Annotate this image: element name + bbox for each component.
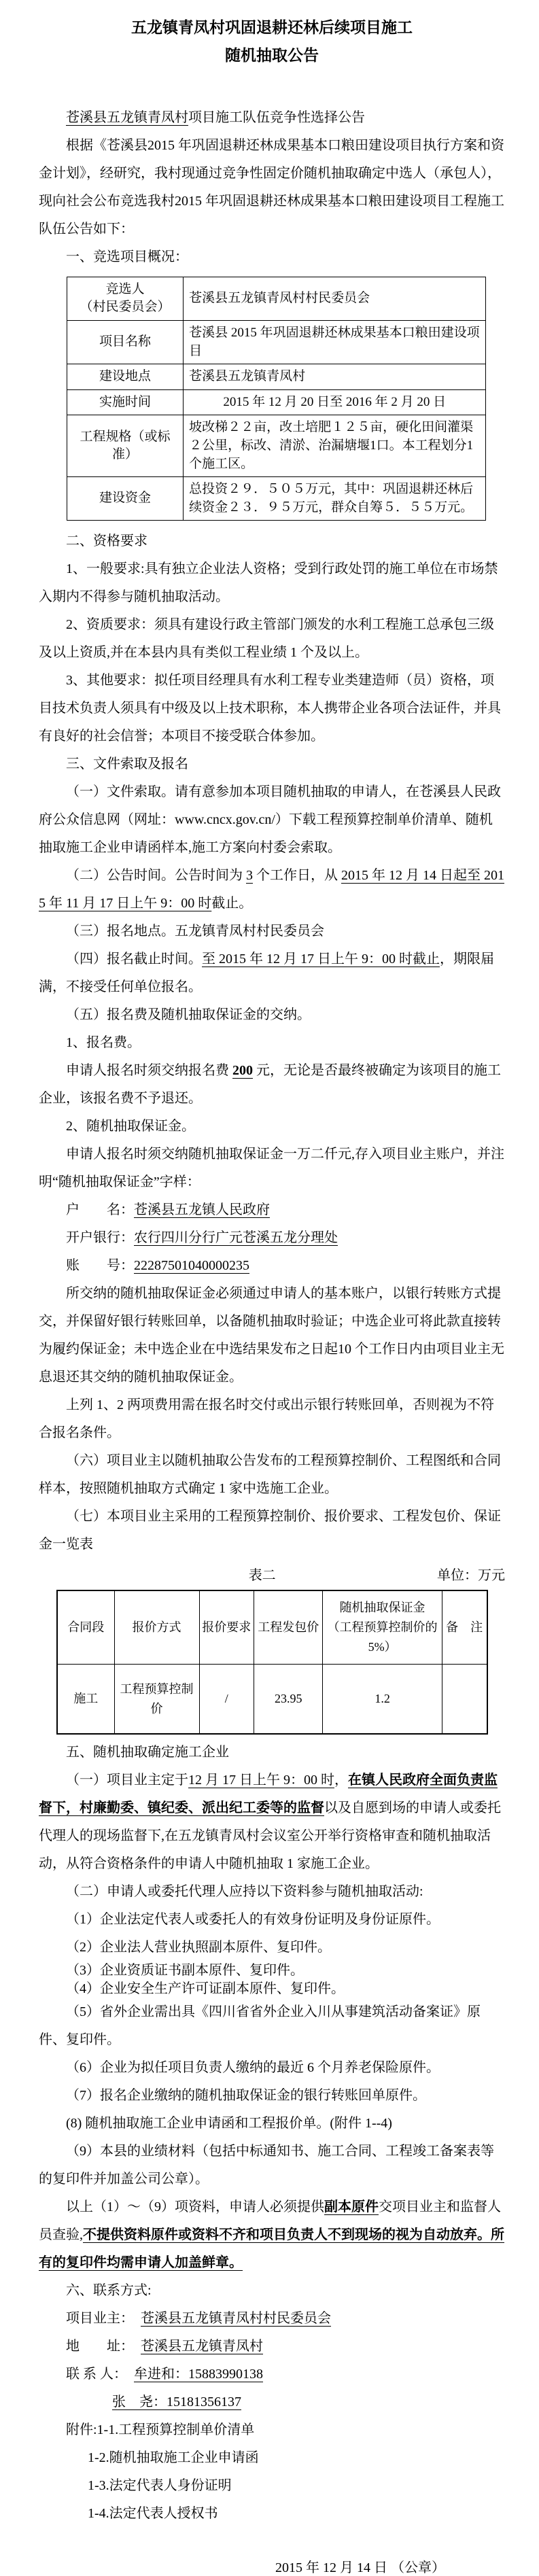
text-run: 以及自愿到场的申请人或委托代理人的现场监督下,在五龙镇青凤村会议室公开举行资格审查和随机抽取活动，从符合资格条件的申请人中随机抽取 1 家施工企业。 (39, 1800, 501, 1872)
table-cell: 1.2 (323, 1664, 442, 1734)
para-material-2 (39, 1934, 505, 1962)
text-run: 二、资格要求 (66, 534, 147, 549)
table-row (67, 389, 486, 415)
para-attachment-4 (39, 2500, 505, 2528)
text-run: 苍溪县五龙镇青凤村村民委员会 (141, 2311, 331, 2327)
text-run: 在镇人民政府全面负责监督下，村廉勤委、镇纪委、派出纪工委等的监督 (39, 1773, 498, 1816)
text-run: 张 尧：15181356137 (112, 2395, 241, 2410)
text-run: 根据《苍溪县2015 年巩固退耕还林成果基本口粮田建设项目执行方案和资金计划》，经研究，我村现通过竞争性固定价随机抽取确定中选人（承包人），现向社会公布竞选我村2015 年巩固退耕还林成果基本口粮田建设项目工程施工队伍公告如下： (39, 137, 504, 237)
text-run: 六、联系方式: (66, 2283, 152, 2299)
section-3-heading (39, 750, 505, 778)
row-label (67, 277, 184, 320)
cell-line: 工程发包价 (258, 1620, 319, 1635)
row-value: 总投资２９．５０５万元，其中：巩固退耕还林后续资金２３．９５万元，群众自筹５．５５万元。 (184, 477, 486, 521)
table-cell: 工程预算控制价 (114, 1664, 199, 1734)
text-run: 截止。 (211, 896, 253, 911)
row-value: 苍溪县五龙镇青凤村 (184, 364, 486, 390)
text-run: 1-3.法定代表人身份证明 (88, 2478, 232, 2494)
text-run: （4）企业安全生产许可证副本原件、复印件。 (66, 1981, 345, 1997)
row-value: 苍溪县五龙镇青凤村村民委员会 (184, 277, 486, 320)
para-qualification-requirement (39, 611, 505, 667)
para-materials-heading (39, 1878, 505, 1906)
text-run: 2015 年 12 月 14 日起至 2015 年 11 月 17 日上午 9：00 时 (39, 868, 504, 911)
text-run: ，期限届满，不接受任何单位报名。 (39, 952, 494, 995)
document-title (39, 14, 505, 70)
column-header (254, 1590, 323, 1664)
text-run: 22287501040000235 (134, 1258, 249, 1274)
cell-line: （工程预算控制价的5%） (327, 1620, 438, 1654)
para-material-3 (39, 1962, 505, 1980)
para-account-number (39, 1252, 505, 1280)
para-attachment-3 (39, 2472, 505, 2500)
row-label (67, 477, 184, 521)
text-run: 项目业主： (66, 2311, 141, 2327)
para-signup-deadline (39, 945, 505, 1001)
text-run: （9）本县的业绩材料（包括中标通知书、施工合同、工程竣工备案表等的复印件并加盖公司公章）。 (39, 2144, 494, 2187)
text-run: 1、报名费。 (66, 1035, 141, 1051)
text-run: 五、随机抽取确定施工企业 (66, 1745, 229, 1760)
table2-caption: 表二 (248, 1568, 276, 1584)
para-fee-payment-note (39, 1391, 505, 1447)
text-run: 项目施工队伍竞争性选择公告 (188, 109, 365, 125)
table-row (67, 477, 486, 521)
text-run: ， (334, 1773, 348, 1788)
para-deposit-rules (39, 1280, 505, 1391)
para-contact-2 (39, 2388, 505, 2416)
para-address (39, 2333, 505, 2361)
cell-line: 报价方式 (132, 1620, 181, 1635)
intro-paragraph (39, 132, 505, 243)
para-attachment-1 (39, 2416, 505, 2444)
signature-date: 2015 年 12 月 14 日 （公章） (275, 2560, 445, 2576)
text-run: 上列 1、2 两项费用需在报名时交付或出示银行转账回单，否则视为不符合报名条件。 (39, 1397, 494, 1441)
text-run: （七）本项目业主采用的工程预算控制价、报价要求、工程发包价、保证金一览表 (39, 1509, 501, 1552)
text-run: 2、资质要求：须具有建设行政主管部门颁发的水利工程施工总承包三级及以上资质,并在本县内具有类似工程业绩 1 个及以上。 (39, 617, 494, 661)
text-run: （6）企业为拟任项目负责人缴纳的最近 6 个月养老保险原件。 (66, 2060, 440, 2076)
text-run: 苍溪县五龙镇青凤村 (141, 2339, 263, 2354)
para-material-5 (39, 1998, 505, 2054)
para-account-name (39, 1196, 505, 1224)
text-run: 附件:1-1.工程预算控制单价清单 (66, 2422, 255, 2438)
table2-caption-row (39, 1563, 505, 1588)
text-run: 副本原件 (324, 2199, 379, 2215)
para-fee-detail (39, 1057, 505, 1113)
text-run: （一）项目业主定于 (66, 1773, 188, 1788)
para-other-requirement (39, 667, 505, 750)
para-contact-1 (39, 2361, 505, 2388)
cell-line: 竞选人 (105, 281, 145, 296)
para-material-1 (39, 1906, 505, 1934)
text-run: 交项目业主和监督人员查验, (39, 2199, 501, 2243)
text-run: （5）省外企业需出具《四川省省外企业入川从事建筑活动备案证》原件、复印件。 (39, 2004, 481, 2048)
text-run: 农行四川分行广元苍溪五龙分理处 (134, 1230, 338, 1246)
para-item-6 (39, 1447, 505, 1503)
text-run: 3 (246, 868, 253, 884)
section-5-heading (39, 1739, 505, 1766)
row-value: 坡改梯２２亩，改土培肥１２５亩，硬化田间灌渠２公里，标改、清淤、治漏塘堰1口。本工程划分1个施工区。 (184, 415, 486, 477)
cell-line: 备 注 (446, 1620, 483, 1635)
para-signup-place (39, 918, 505, 945)
title-line-1: 五龙镇青凤村巩固退耕还林后续项目施工 (131, 19, 413, 36)
table2-unit-label: 单位：万元 (437, 1568, 505, 1584)
text-run: 联 系 人： (66, 2367, 134, 2382)
para-document-obtain (39, 778, 505, 862)
text-run: （一）文件索取。请有意参加本项目随机抽取的申请人，在苍溪县人民政府公众信息网（网址：www.cncx.gov.cn/）下载工程预算控制单价清单、随机抽取施工企业申请函样本,施工方案向村委会索取。 (39, 784, 501, 856)
section-2-heading (39, 527, 505, 555)
text-run: 苍溪县五龙镇青凤村 (66, 109, 188, 125)
text-run: 所交纳的随机抽取保证金必须通过申请人的基本账户，以银行转账方式提交，并保留好银行转账回单，以备随机抽取时验证；中选企业可将此款直接转为履约保证金；未中选企业在中选结果发布之日起10 个工作日内由项目业主无息退还其交纳的随机抽取保证金。 (39, 1286, 504, 1385)
text-run: （1）企业法定代表人或委托人的有效身份证明及身份证原件。 (66, 1912, 440, 1928)
text-run: 三、文件索取及报名 (66, 756, 188, 772)
text-run: 地 址： (66, 2339, 141, 2354)
table-header-row (57, 1590, 487, 1664)
cell-line: 合同段 (67, 1620, 105, 1635)
text-run: （3）企业资质证书副本原件、复印件。 (66, 1963, 304, 1979)
text-run: 一、竞选项目概况： (66, 249, 188, 264)
text-run: （二）公告时间。公告时间为 (66, 868, 246, 884)
para-item-7 (39, 1503, 505, 1559)
cell-line: 实施时间 (99, 394, 152, 409)
subtitle-line (39, 104, 505, 132)
text-run: 3、其他要求：拟任项目经理具有水利工程专业类建造师（员）资格，项目技术负责人须具有中级及以上技术职称，本人携带企业各项合法证件，并具有良好的社会信誉；本项目不接受联合体参加。 (39, 673, 501, 744)
text-run: 开户银行： (66, 1230, 134, 1246)
title-line-2: 随机抽取公告 (225, 47, 319, 65)
column-header (114, 1590, 199, 1664)
table-row (67, 277, 486, 320)
table-cell: / (199, 1664, 254, 1734)
table-cell: 施工 (57, 1664, 114, 1734)
table-cell: 23.95 (254, 1664, 323, 1734)
para-attachment-2 (39, 2444, 505, 2472)
table-cell (442, 1664, 487, 1734)
section-1-heading (39, 243, 505, 271)
project-overview-table (67, 277, 486, 521)
row-label (67, 364, 184, 390)
table-row (57, 1664, 487, 1734)
para-fee-heading (39, 1001, 505, 1029)
para-announce-time (39, 862, 505, 918)
text-run: （2）企业法人营业执照副本原件、复印件。 (66, 1940, 331, 1955)
section-6-heading (39, 2277, 505, 2305)
para-material-7 (39, 2082, 505, 2110)
document-body (39, 104, 505, 2528)
text-run: 1-2.随机抽取施工企业申请函 (88, 2450, 259, 2466)
table-row (67, 320, 486, 364)
para-material-9 (39, 2138, 505, 2193)
column-header (442, 1590, 487, 1664)
text-run: 申请人报名时须交纳随机抽取保证金一万二仟元,存入项目业主账户，并注明“随机抽取保证金”字样： (39, 1147, 504, 1190)
text-run: (8) 随机抽取施工企业申请函和工程报价单。(附件 1--4) (66, 2116, 392, 2131)
column-header (57, 1590, 114, 1664)
para-deposit-detail (39, 1141, 505, 1196)
cell-line: 随机抽取保证金 (339, 1601, 425, 1615)
text-run: 12 月 17 日上午 9：00 时 (188, 1773, 334, 1788)
text-run: （五）报名费及随机抽取保证金的交纳。 (66, 1007, 311, 1023)
text-run: 户 名： (66, 1202, 134, 1218)
cell-line: 报价要求 (202, 1620, 251, 1635)
para-general-requirement (39, 555, 505, 611)
table-row (67, 415, 486, 477)
text-run: 牟进和：15883990138 (134, 2367, 263, 2382)
para-deposit-2 (39, 1113, 505, 1141)
para-owner (39, 2305, 505, 2333)
para-material-6 (39, 2054, 505, 2082)
text-run: （7）报名企业缴纳的随机抽取保证金的银行转账回单原件。 (66, 2088, 426, 2104)
row-label (67, 389, 184, 415)
text-run: 申请人报名时须交纳报名费 (66, 1063, 232, 1079)
text-run: 个工作日，从 (253, 868, 341, 884)
text-run: 不提供资料原件或资料不齐和项目负责人不到现场的视为自动放弃。所有的复印件均需申请人加盖鲜章。 (39, 2227, 504, 2271)
price-summary-table (56, 1590, 488, 1735)
column-header (323, 1590, 442, 1664)
para-materials-note (39, 2193, 505, 2277)
para-material-8 (39, 2110, 505, 2138)
text-run: （三）报名地点。五龙镇青凤村村民委员会 (66, 924, 324, 939)
cell-line: 工程规格（或标准） (80, 429, 171, 462)
row-value: 苍溪县 2015 年巩固退耕还林成果基本口粮田建设项目 (184, 320, 486, 364)
cell-line: 建设资金 (99, 491, 152, 506)
column-header (199, 1590, 254, 1664)
text-run: （四）报名截止时间。 (66, 952, 202, 967)
text-run: 1-4.法定代表人授权书 (88, 2506, 218, 2522)
text-run: 200 (232, 1063, 253, 1079)
cell-line: 建设地点 (99, 369, 152, 384)
para-bank-name (39, 1224, 505, 1252)
text-run: 至 2015 年 12 月 17 日上午 9：00 时截止 (202, 952, 440, 967)
row-label (67, 415, 184, 477)
text-run: 2、随机抽取保证金。 (66, 1119, 195, 1134)
table-row (67, 364, 486, 390)
text-run: 元，无论是否最终被确定为该项目的施工企业，该报名费不予退还。 (39, 1063, 501, 1107)
cell-line: （村民委员会） (80, 300, 171, 315)
text-run: 苍溪县五龙镇人民政府 (134, 1202, 270, 1218)
text-run: （二）申请人或委托代理人应持以下资料参与随机抽取活动: (66, 1884, 423, 1900)
para-material-4 (39, 1980, 505, 1998)
row-value: 2015 年 12 月 20 日至 2016 年 2 月 20 日 (184, 389, 486, 415)
text-run: 1、一般要求:具有独立企业法人资格；受到行政处罚的施工单位在市场禁入期内不得参与随机抽取活动。 (39, 561, 498, 605)
para-draw-arrangement (39, 1766, 505, 1878)
text-run: 以上（1）～（9）项资料，申请人必须提供 (66, 2199, 324, 2215)
text-run: （六）项目业主以随机抽取公告发布的工程预算控制价、工程图纸和合同样本，按照随机抽取方式确定 1 家中选施工企业。 (39, 1453, 501, 1497)
para-fee-1 (39, 1029, 505, 1057)
text-run: 账 号： (66, 1258, 134, 1274)
row-label (67, 320, 184, 364)
cell-line: 项目名称 (99, 334, 152, 349)
